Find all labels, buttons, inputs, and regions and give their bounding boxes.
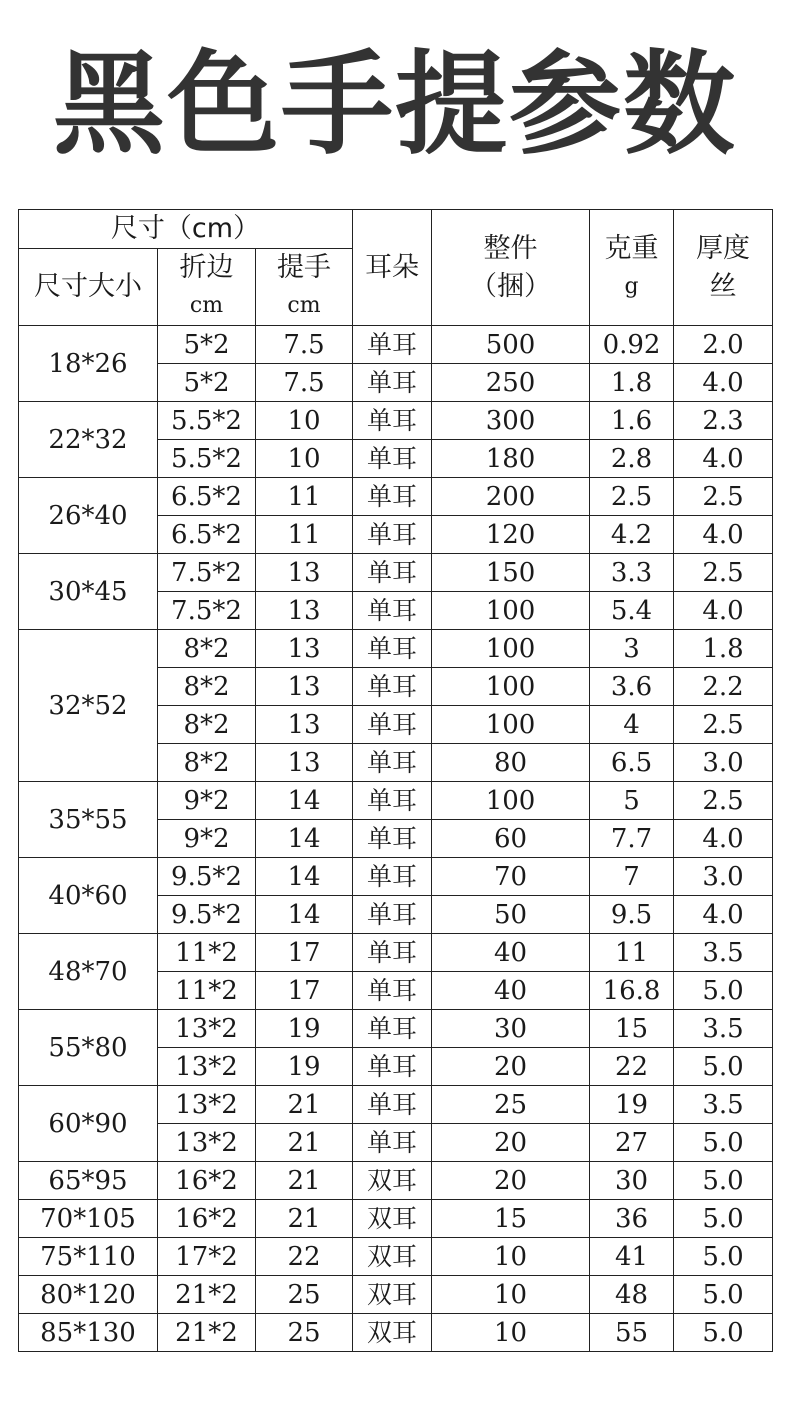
handle-cell: 22 <box>256 1238 353 1276</box>
weight-cell: 3.3 <box>590 554 674 592</box>
fold-cell: 8*2 <box>158 630 256 668</box>
ear-cell: 双耳 <box>353 1314 432 1352</box>
fold-cell: 8*2 <box>158 706 256 744</box>
header-pack-label: 整件 <box>483 232 538 264</box>
pack-cell: 100 <box>432 630 590 668</box>
pack-cell: 500 <box>432 326 590 364</box>
fold-cell: 13*2 <box>158 1124 256 1162</box>
fold-cell: 5*2 <box>158 326 256 364</box>
table-row <box>19 554 773 592</box>
header-pack <box>432 210 590 326</box>
ear-cell: 单耳 <box>353 782 432 820</box>
handle-cell: 13 <box>256 592 353 630</box>
thickness-cell: 3.5 <box>674 934 773 972</box>
size-cell: 32*52 <box>19 630 158 782</box>
header-weight-label: 克重 <box>604 232 659 264</box>
handle-cell: 13 <box>256 706 353 744</box>
fold-cell: 21*2 <box>158 1314 256 1352</box>
ear-cell: 单耳 <box>353 934 432 972</box>
thickness-cell: 2.5 <box>674 478 773 516</box>
header-size: 尺寸大小 <box>19 249 158 326</box>
pack-cell: 40 <box>432 972 590 1010</box>
header-thickness <box>674 210 773 326</box>
thickness-cell: 5.0 <box>674 1048 773 1086</box>
ear-cell: 单耳 <box>353 706 432 744</box>
ear-cell: 双耳 <box>353 1200 432 1238</box>
weight-cell: 48 <box>590 1276 674 1314</box>
pack-cell: 15 <box>432 1200 590 1238</box>
thickness-cell: 2.2 <box>674 668 773 706</box>
header-ear: 耳朵 <box>353 210 432 326</box>
fold-cell: 9*2 <box>158 820 256 858</box>
weight-cell: 5 <box>590 782 674 820</box>
ear-cell: 双耳 <box>353 1162 432 1200</box>
header-handle <box>256 249 353 326</box>
handle-cell: 14 <box>256 820 353 858</box>
size-cell: 26*40 <box>19 478 158 554</box>
pack-cell: 300 <box>432 402 590 440</box>
weight-cell: 22 <box>590 1048 674 1086</box>
header-pack-unit: （捆） <box>470 270 552 302</box>
weight-cell: 2.8 <box>590 440 674 478</box>
size-cell: 80*120 <box>19 1276 158 1314</box>
weight-cell: 55 <box>590 1314 674 1352</box>
table-row <box>19 326 773 364</box>
fold-cell: 9.5*2 <box>158 858 256 896</box>
weight-cell: 6.5 <box>590 744 674 782</box>
thickness-cell: 2.0 <box>674 326 773 364</box>
pack-cell: 10 <box>432 1276 590 1314</box>
handle-cell: 25 <box>256 1276 353 1314</box>
weight-cell: 9.5 <box>590 896 674 934</box>
header-weight-unit: g <box>624 273 639 299</box>
thickness-cell: 3.0 <box>674 744 773 782</box>
pack-cell: 40 <box>432 934 590 972</box>
table-row <box>19 1314 773 1352</box>
handle-cell: 19 <box>256 1010 353 1048</box>
table-row <box>19 1276 773 1314</box>
fold-cell: 9*2 <box>158 782 256 820</box>
thickness-cell: 4.0 <box>674 896 773 934</box>
weight-cell: 36 <box>590 1200 674 1238</box>
weight-cell: 19 <box>590 1086 674 1124</box>
fold-cell: 13*2 <box>158 1048 256 1086</box>
fold-cell: 13*2 <box>158 1086 256 1124</box>
pack-cell: 120 <box>432 516 590 554</box>
ear-cell: 单耳 <box>353 630 432 668</box>
handle-cell: 10 <box>256 402 353 440</box>
ear-cell: 单耳 <box>353 402 432 440</box>
weight-cell: 27 <box>590 1124 674 1162</box>
thickness-cell: 4.0 <box>674 440 773 478</box>
header-thickness-label: 厚度 <box>696 232 751 264</box>
ear-cell: 单耳 <box>353 440 432 478</box>
pack-cell: 100 <box>432 592 590 630</box>
header-size-group: 尺寸（cm） <box>19 210 353 249</box>
fold-cell: 13*2 <box>158 1010 256 1048</box>
thickness-cell: 2.3 <box>674 402 773 440</box>
size-cell: 70*105 <box>19 1200 158 1238</box>
thickness-cell: 4.0 <box>674 592 773 630</box>
ear-cell: 单耳 <box>353 1086 432 1124</box>
thickness-cell: 5.0 <box>674 1238 773 1276</box>
thickness-cell: 5.0 <box>674 1314 773 1352</box>
ear-cell: 单耳 <box>353 1048 432 1086</box>
fold-cell: 21*2 <box>158 1276 256 1314</box>
table-row <box>19 782 773 820</box>
spec-table <box>18 209 773 1352</box>
table-row <box>19 934 773 972</box>
ear-cell: 单耳 <box>353 972 432 1010</box>
ear-cell: 单耳 <box>353 478 432 516</box>
pack-cell: 60 <box>432 820 590 858</box>
header-weight <box>590 210 674 326</box>
fold-cell: 7.5*2 <box>158 554 256 592</box>
ear-cell: 单耳 <box>353 1010 432 1048</box>
size-cell: 85*130 <box>19 1314 158 1352</box>
thickness-cell: 5.0 <box>674 1162 773 1200</box>
fold-cell: 16*2 <box>158 1162 256 1200</box>
weight-cell: 15 <box>590 1010 674 1048</box>
header-fold-unit: cm <box>189 293 224 318</box>
fold-cell: 17*2 <box>158 1238 256 1276</box>
pack-cell: 10 <box>432 1314 590 1352</box>
weight-cell: 3.6 <box>590 668 674 706</box>
size-cell: 48*70 <box>19 934 158 1010</box>
pack-cell: 100 <box>432 706 590 744</box>
fold-cell: 9.5*2 <box>158 896 256 934</box>
handle-cell: 7.5 <box>256 364 353 402</box>
weight-cell: 1.6 <box>590 402 674 440</box>
fold-cell: 6.5*2 <box>158 516 256 554</box>
fold-cell: 16*2 <box>158 1200 256 1238</box>
pack-cell: 70 <box>432 858 590 896</box>
pack-cell: 150 <box>432 554 590 592</box>
fold-cell: 8*2 <box>158 744 256 782</box>
ear-cell: 单耳 <box>353 516 432 554</box>
spec-table-body <box>19 210 773 1352</box>
weight-cell: 3 <box>590 630 674 668</box>
fold-cell: 8*2 <box>158 668 256 706</box>
ear-cell: 单耳 <box>353 1124 432 1162</box>
fold-cell: 11*2 <box>158 972 256 1010</box>
weight-cell: 16.8 <box>590 972 674 1010</box>
header-handle-label: 提手 <box>277 252 331 283</box>
handle-cell: 21 <box>256 1124 353 1162</box>
weight-cell: 1.8 <box>590 364 674 402</box>
thickness-cell: 3.0 <box>674 858 773 896</box>
pack-cell: 80 <box>432 744 590 782</box>
size-cell: 30*45 <box>19 554 158 630</box>
handle-cell: 7.5 <box>256 326 353 364</box>
weight-cell: 2.5 <box>590 478 674 516</box>
fold-cell: 5.5*2 <box>158 440 256 478</box>
weight-cell: 7 <box>590 858 674 896</box>
table-row <box>19 630 773 668</box>
thickness-cell: 3.5 <box>674 1086 773 1124</box>
ear-cell: 单耳 <box>353 326 432 364</box>
handle-cell: 17 <box>256 972 353 1010</box>
thickness-cell: 5.0 <box>674 1276 773 1314</box>
thickness-cell: 5.0 <box>674 1124 773 1162</box>
header-fold <box>158 249 256 326</box>
weight-cell: 4 <box>590 706 674 744</box>
handle-cell: 21 <box>256 1086 353 1124</box>
weight-cell: 0.92 <box>590 326 674 364</box>
ear-cell: 单耳 <box>353 896 432 934</box>
thickness-cell: 1.8 <box>674 630 773 668</box>
pack-cell: 100 <box>432 668 590 706</box>
handle-cell: 11 <box>256 478 353 516</box>
thickness-cell: 4.0 <box>674 516 773 554</box>
pack-cell: 50 <box>432 896 590 934</box>
header-handle-unit: cm <box>287 293 321 318</box>
thickness-cell: 4.0 <box>674 364 773 402</box>
handle-cell: 13 <box>256 744 353 782</box>
size-cell: 18*26 <box>19 326 158 402</box>
weight-cell: 41 <box>590 1238 674 1276</box>
thickness-cell: 4.0 <box>674 820 773 858</box>
fold-cell: 5*2 <box>158 364 256 402</box>
thickness-cell: 2.5 <box>674 782 773 820</box>
handle-cell: 21 <box>256 1200 353 1238</box>
size-cell: 60*90 <box>19 1086 158 1162</box>
table-row <box>19 858 773 896</box>
fold-cell: 11*2 <box>158 934 256 972</box>
pack-cell: 180 <box>432 440 590 478</box>
pack-cell: 20 <box>432 1048 590 1086</box>
pack-cell: 100 <box>432 782 590 820</box>
weight-cell: 5.4 <box>590 592 674 630</box>
page-title: 黑色手提参数 <box>53 40 737 170</box>
thickness-cell: 5.0 <box>674 1200 773 1238</box>
pack-cell: 20 <box>432 1162 590 1200</box>
ear-cell: 单耳 <box>353 668 432 706</box>
ear-cell: 单耳 <box>353 592 432 630</box>
thickness-cell: 3.5 <box>674 1010 773 1048</box>
table-row <box>19 1238 773 1276</box>
table-row <box>19 478 773 516</box>
pack-cell: 10 <box>432 1238 590 1276</box>
handle-cell: 14 <box>256 858 353 896</box>
size-cell: 65*95 <box>19 1162 158 1200</box>
fold-cell: 6.5*2 <box>158 478 256 516</box>
thickness-cell: 2.5 <box>674 554 773 592</box>
table-row <box>19 1162 773 1200</box>
weight-cell: 11 <box>590 934 674 972</box>
handle-cell: 14 <box>256 782 353 820</box>
table-row <box>19 402 773 440</box>
ear-cell: 单耳 <box>353 820 432 858</box>
header-fold-label: 折边 <box>179 252 234 283</box>
pack-cell: 200 <box>432 478 590 516</box>
handle-cell: 13 <box>256 668 353 706</box>
ear-cell: 单耳 <box>353 858 432 896</box>
fold-cell: 7.5*2 <box>158 592 256 630</box>
table-row <box>19 1200 773 1238</box>
pack-cell: 250 <box>432 364 590 402</box>
ear-cell: 单耳 <box>353 554 432 592</box>
handle-cell: 11 <box>256 516 353 554</box>
pack-cell: 20 <box>432 1124 590 1162</box>
size-cell: 55*80 <box>19 1010 158 1086</box>
thickness-cell: 5.0 <box>674 972 773 1010</box>
ear-cell: 单耳 <box>353 744 432 782</box>
pack-cell: 25 <box>432 1086 590 1124</box>
size-cell: 35*55 <box>19 782 158 858</box>
handle-cell: 19 <box>256 1048 353 1086</box>
size-cell: 22*32 <box>19 402 158 478</box>
ear-cell: 单耳 <box>353 364 432 402</box>
handle-cell: 21 <box>256 1162 353 1200</box>
pack-cell: 30 <box>432 1010 590 1048</box>
ear-cell: 双耳 <box>353 1238 432 1276</box>
handle-cell: 13 <box>256 630 353 668</box>
handle-cell: 17 <box>256 934 353 972</box>
header-thickness-unit: 丝 <box>709 270 737 302</box>
thickness-cell: 2.5 <box>674 706 773 744</box>
size-cell: 75*110 <box>19 1238 158 1276</box>
weight-cell: 7.7 <box>590 820 674 858</box>
size-cell: 40*60 <box>19 858 158 934</box>
ear-cell: 双耳 <box>353 1276 432 1314</box>
fold-cell: 5.5*2 <box>158 402 256 440</box>
table-row <box>19 1086 773 1124</box>
weight-cell: 4.2 <box>590 516 674 554</box>
handle-cell: 14 <box>256 896 353 934</box>
handle-cell: 25 <box>256 1314 353 1352</box>
table-row <box>19 1010 773 1048</box>
weight-cell: 30 <box>590 1162 674 1200</box>
handle-cell: 10 <box>256 440 353 478</box>
header-row-top <box>19 210 773 249</box>
handle-cell: 13 <box>256 554 353 592</box>
